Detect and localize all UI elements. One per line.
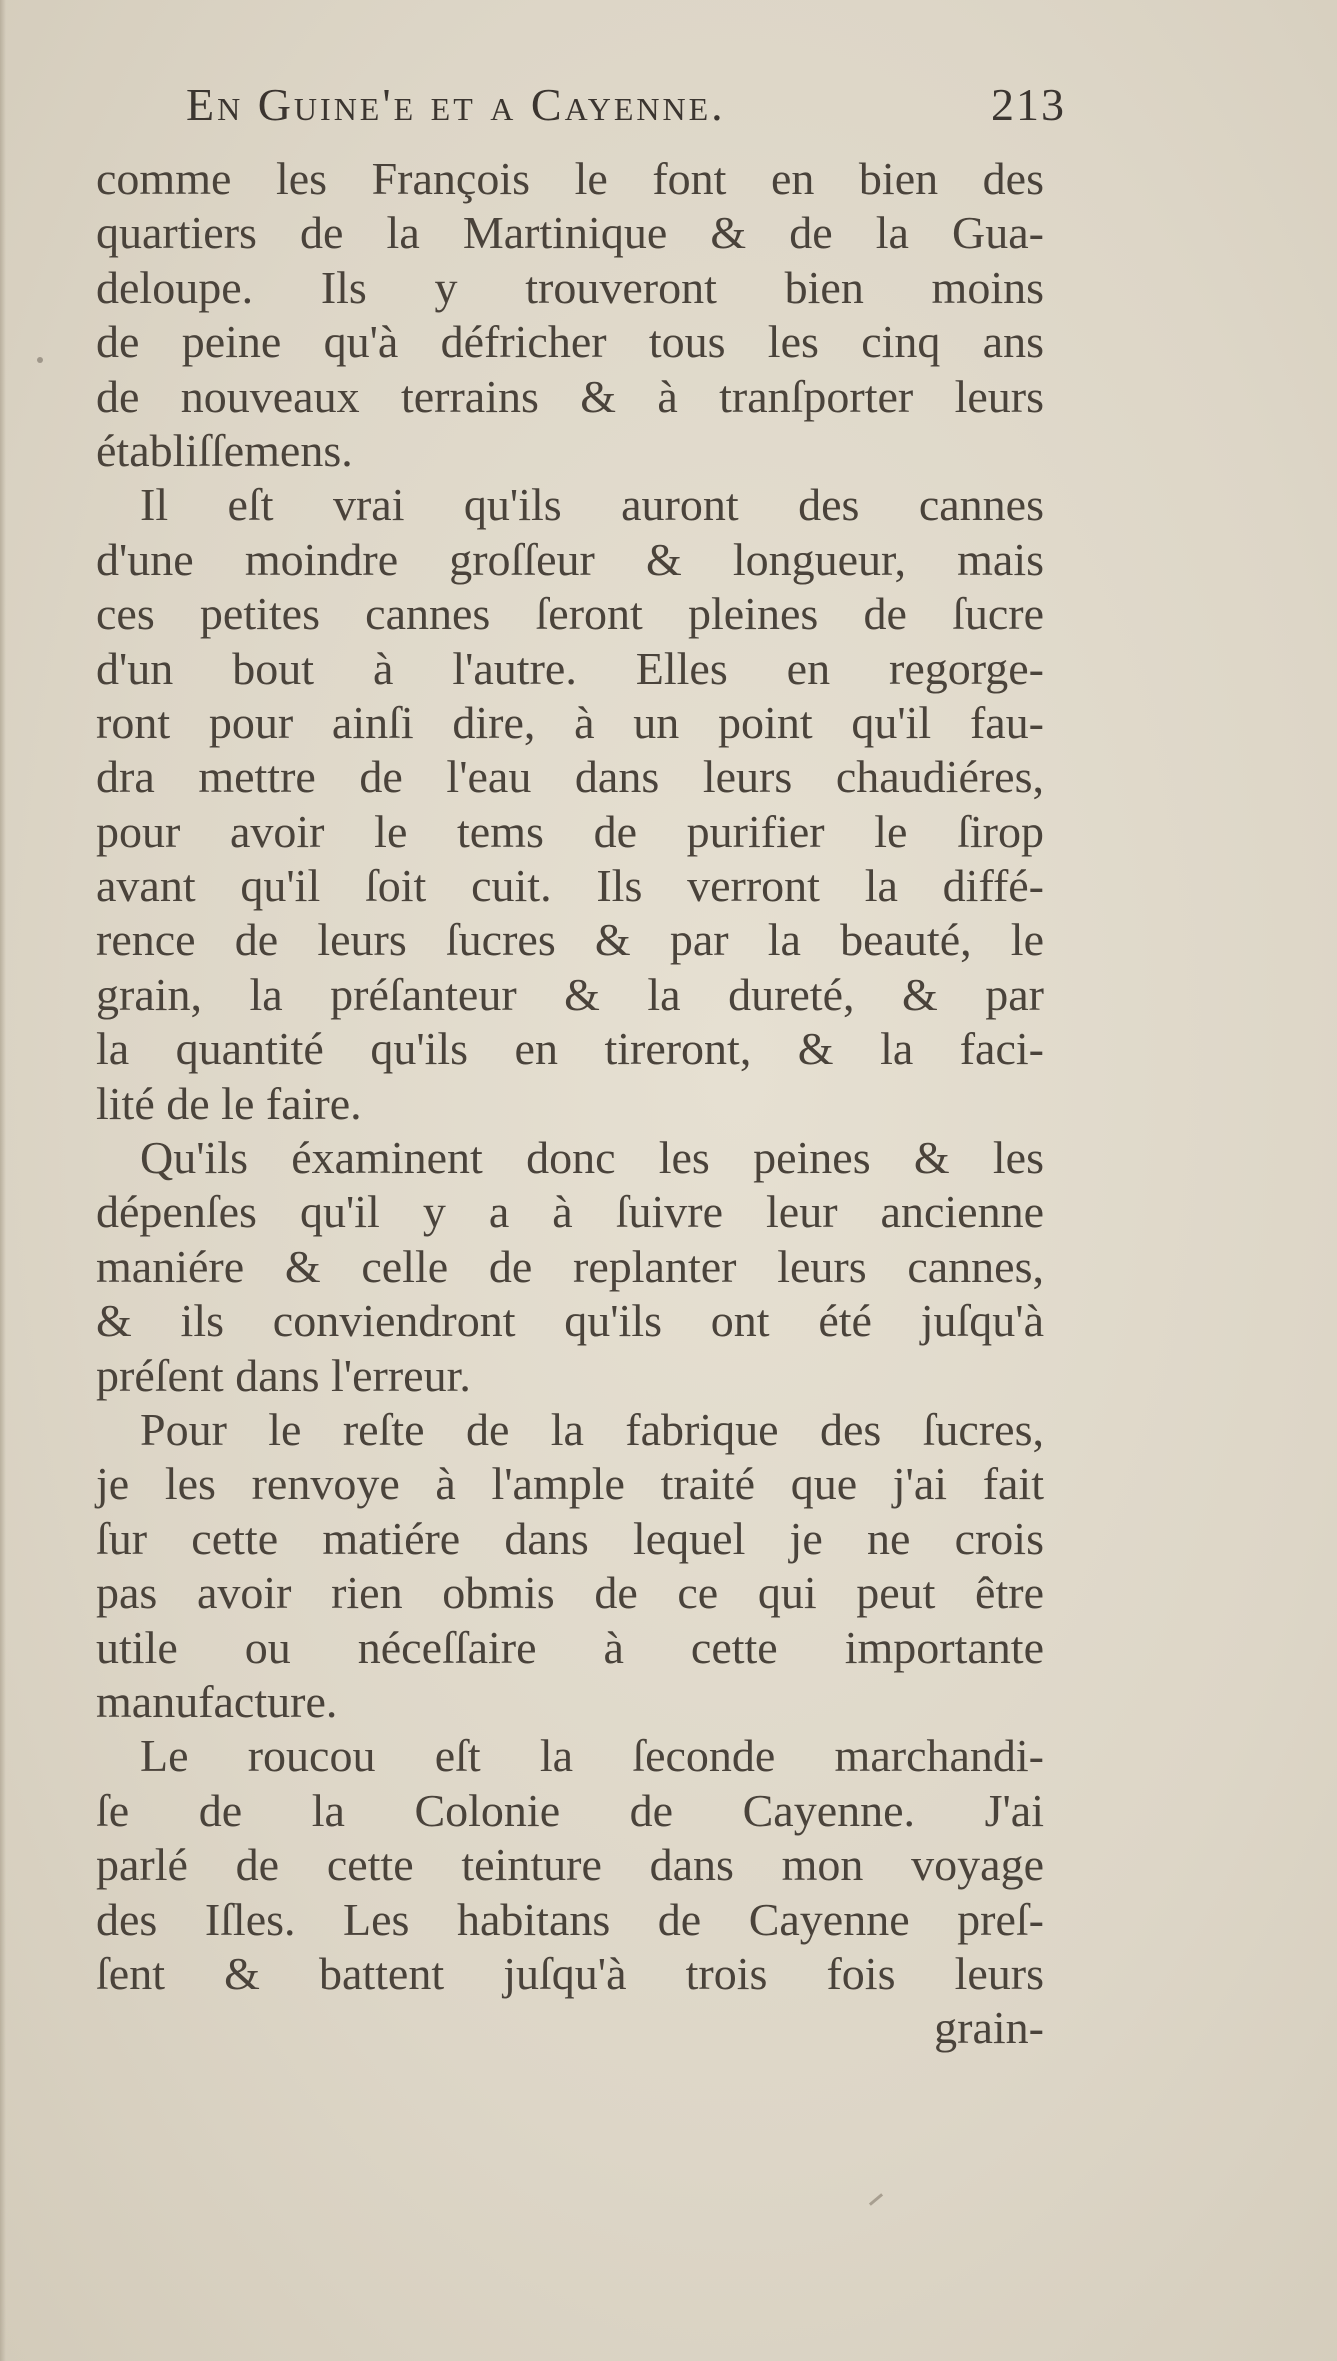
text-line: ront pour ainſi dire, à un point qu'il fau- <box>96 696 1044 748</box>
text-line: je les renvoye à l'ample traité que j'ai fait <box>96 1458 1044 1510</box>
paper-speck <box>869 2193 883 2206</box>
text-line: la quantité qu'ils en tireront, & la faci- <box>96 1023 1044 1075</box>
margin-speck <box>37 357 43 363</box>
text-line: utile ou néceſſaire à cette importante <box>96 1621 1044 1673</box>
text-line: avant qu'il ſoit cuit. Ils verront la diffé- <box>96 860 1044 912</box>
text-line: de peine qu'à défricher tous les cinq ans <box>96 316 1044 368</box>
text-line: parlé de cette teinture dans mon voyage <box>96 1839 1044 1891</box>
text-line: pas avoir rien obmis de ce qui peut être <box>96 1567 1044 1619</box>
page-number: 213 <box>991 79 1066 130</box>
paragraph-start-line: Qu'ils éxaminent donc les peines & les <box>140 1132 1044 1184</box>
text-line: deloupe. Ils y trouveront bien moins <box>96 261 1044 313</box>
running-title: En Guine'e et a Cayenne. <box>186 79 726 130</box>
text-line: comme les François le font en bien des <box>96 153 1044 204</box>
text-line: établiſſemens. <box>96 424 353 476</box>
text-line: & ils conviendront qu'ils ont été juſqu'à <box>96 1295 1044 1347</box>
text-line: dépenſes qu'il y a à ſuivre leur ancienne <box>96 1186 1044 1238</box>
gutter-shadow <box>0 0 6 2361</box>
text-line: ſur cette matiére dans lequel je ne crois <box>96 1512 1044 1564</box>
paragraph-start-line: Pour le reſte de la fabrique des ſucres, <box>140 1403 1044 1455</box>
text-line: ces petites cannes ſeront pleines de ſucre <box>96 588 1044 640</box>
body-text <box>96 152 1044 2056</box>
running-head <box>186 78 1066 148</box>
text-line: manufacture. <box>96 1675 338 1727</box>
text-line: des Iſles. Les habitans de Cayenne preſ- <box>96 1893 1044 1945</box>
text-line: dra mettre de l'eau dans leurs chaudiéres, <box>96 751 1044 803</box>
text-line: d'une moindre groſſeur & longueur, mais <box>96 533 1044 585</box>
text-line: quartiers de la Martinique & de la Gua- <box>96 207 1044 259</box>
catchword: grain- <box>934 2002 1044 2054</box>
text-line: d'un bout à l'autre. Elles en regorge- <box>96 642 1044 694</box>
text-line: pour avoir le tems de purifier le ſirop <box>96 805 1044 857</box>
text-line: de nouveaux terrains & à tranſporter leurs <box>96 370 1044 422</box>
text-line: préſent dans l'erreur. <box>96 1349 471 1401</box>
paragraph-start-line: Il eſt vrai qu'ils auront des cannes <box>140 479 1044 531</box>
paragraph-start-line: Le roucou eſt la ſeconde marchandi- <box>140 1730 1044 1782</box>
text-line: grain, la préſanteur & la dureté, & par <box>96 968 1044 1020</box>
text-line: ſent & battent juſqu'à trois fois leurs <box>96 1947 1044 1999</box>
text-line: ſe de la Colonie de Cayenne. J'ai <box>96 1784 1044 1836</box>
text-line: maniére & celle de replanter leurs cannes, <box>96 1240 1044 1292</box>
text-line: lité de le faire. <box>96 1077 362 1129</box>
text-line: rence de leurs ſucres & par la beauté, le <box>96 914 1044 966</box>
